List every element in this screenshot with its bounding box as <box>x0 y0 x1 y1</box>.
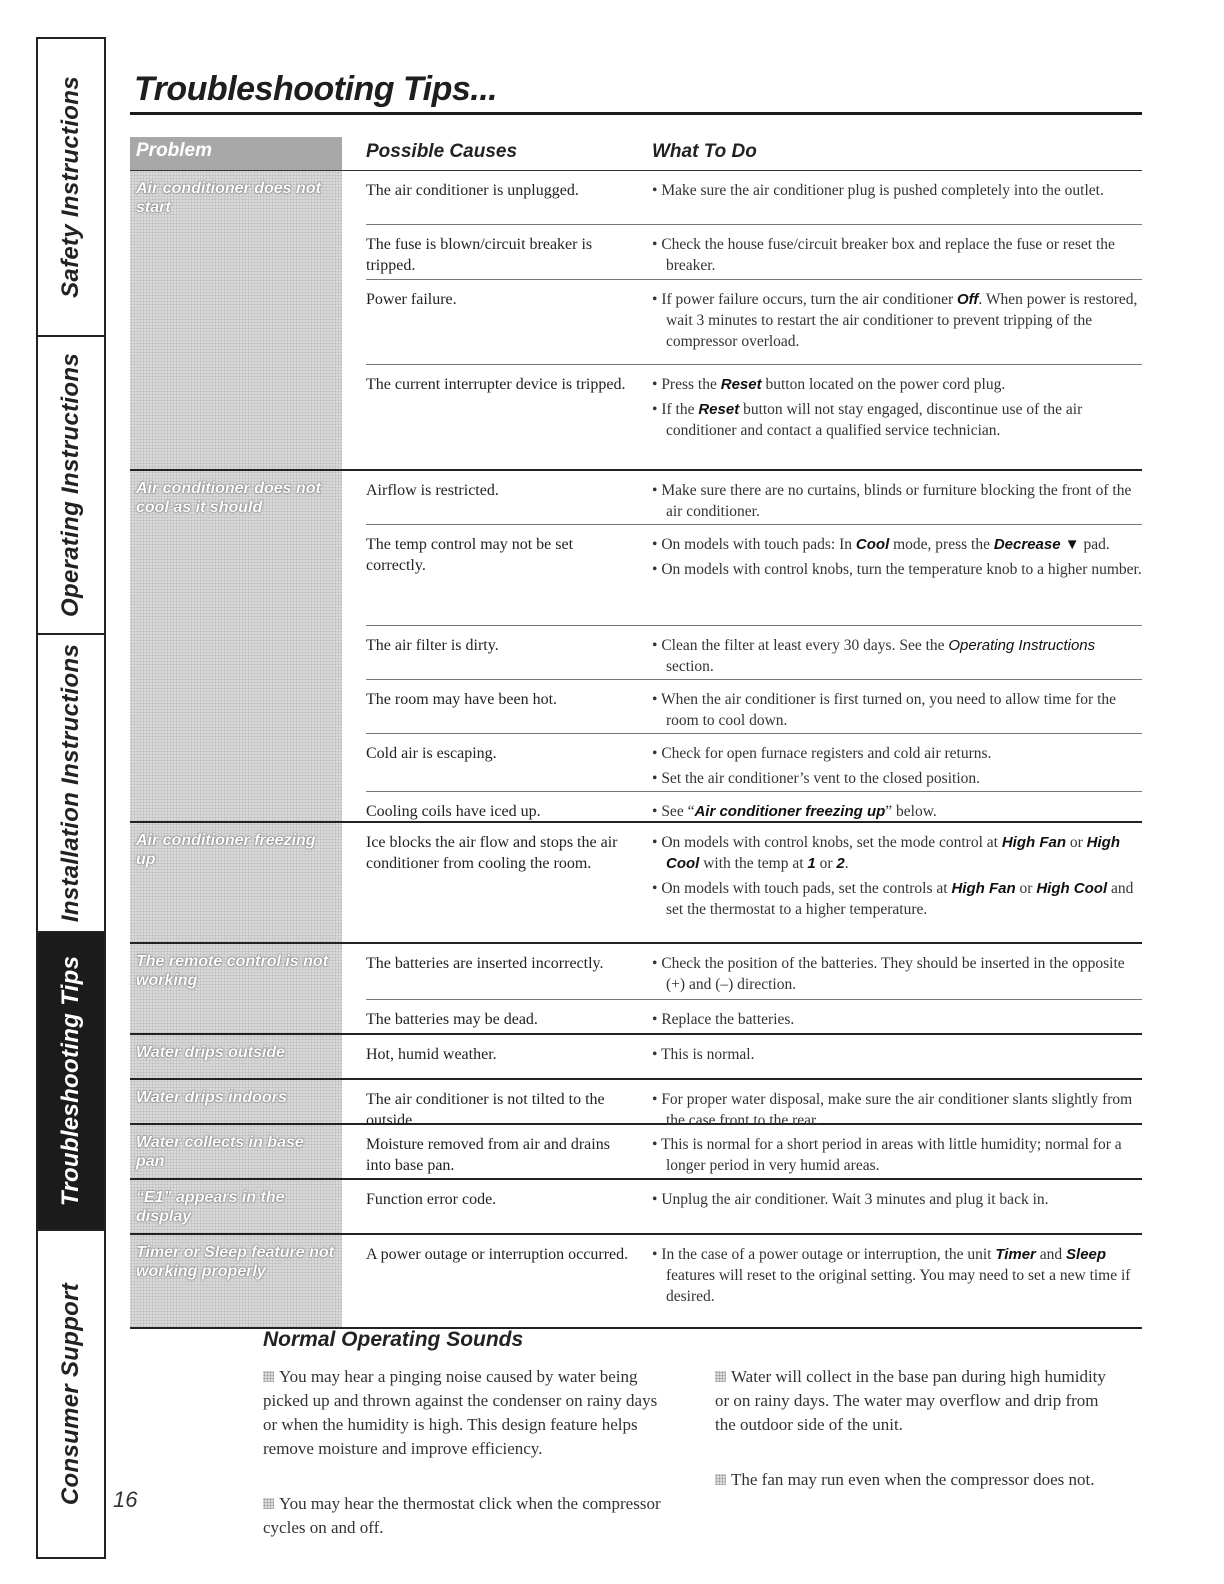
action-item: • For proper water disposal, make sure the air conditioner slants slightly from the case front to the rear. <box>652 1089 1142 1131</box>
bullet-icon <box>263 1498 274 1509</box>
action-item: • On models with touch pads, set the controls at High Fan or High Cool and set the thermostat to a higher temperature. <box>652 878 1142 920</box>
problem-group <box>130 1180 1142 1235</box>
possible-cause: Airflow is restricted. <box>366 482 499 499</box>
what-to-do <box>652 1009 1142 1034</box>
sound-item: The fan may run even when the compressor does not. <box>715 1468 1115 1492</box>
possible-cause: The batteries may be dead. <box>366 1011 538 1028</box>
action-item: • Make sure there are no curtains, blinds or furniture blocking the front of the air conditioner. <box>652 480 1142 522</box>
action-item: • Replace the batteries. <box>652 1009 1142 1030</box>
action-item: • This is normal. <box>652 1044 1142 1065</box>
table-row <box>366 171 1142 225</box>
what-to-do <box>652 534 1142 584</box>
what-to-do <box>652 743 1142 793</box>
possible-cause: Cold air is escaping. <box>366 745 497 762</box>
header-what-to-do: What To Do <box>652 141 757 162</box>
what-to-do <box>652 953 1142 999</box>
possible-cause: The batteries are inserted incorrectly. <box>366 955 604 972</box>
possible-cause: A power outage or interruption occurred. <box>366 1246 629 1263</box>
action-item: • This is normal for a short period in areas with little humidity; normal for a longer period in very humid areas. <box>652 1134 1142 1176</box>
action-item: • In the case of a power outage or interruption, the unit Timer and Sleep features will reset to the original setting. You may need to set a new time if desired. <box>652 1244 1142 1307</box>
what-to-do <box>652 689 1142 735</box>
action-item: • Check the position of the batteries. They should be inserted in the opposite (+) and (–) direction. <box>652 953 1142 995</box>
what-to-do <box>652 180 1142 205</box>
what-to-do <box>652 1134 1142 1180</box>
problem-cell <box>130 944 342 1033</box>
table-row <box>366 365 1142 469</box>
side-tab-label: Troubleshooting Tips <box>57 955 84 1207</box>
problem-cell <box>130 1035 342 1078</box>
possible-cause: Ice blocks the air flow and stops the air conditioner from cooling the room. <box>366 834 618 872</box>
possible-cause: The temp control may not be set correctly. <box>366 536 574 574</box>
side-tab-label: Safety Instructions <box>57 76 84 298</box>
problem-cell <box>130 1125 342 1178</box>
possible-cause: The room may have been hot. <box>366 691 558 708</box>
sound-item: Water will collect in the base pan during high humidity or on rainy days. The water may overflow and drip from the outdoor side of the unit. <box>715 1367 1106 1434</box>
table-row <box>366 734 1142 792</box>
page-number: 16 <box>113 1487 138 1512</box>
problem-cell <box>130 1180 342 1233</box>
table-row <box>366 680 1142 734</box>
table-row <box>366 471 1142 525</box>
possible-cause: The current interrupter device is tripped. <box>366 376 626 393</box>
what-to-do <box>652 1244 1142 1311</box>
side-tab-label: Operating Instructions <box>57 353 84 617</box>
sound-item: You may hear the thermostat click when the compressor cycles on and off. <box>263 1494 661 1537</box>
possible-cause: Hot, humid weather. <box>366 1046 497 1063</box>
action-item: • See “Air conditioner freezing up” below. <box>652 801 1142 822</box>
bullet-icon <box>715 1474 726 1485</box>
table-row <box>366 225 1142 280</box>
problem-group <box>130 1235 1142 1329</box>
title-rule <box>130 112 1142 115</box>
problem-cell <box>130 171 342 469</box>
side-tab-operating-instructions[interactable] <box>38 337 104 635</box>
sound-item: You may hear a pinging noise caused by water being picked up and thrown against the condenser on rainy days or when the humidity is high. This design feature helps remove moisture and improve efficiency. <box>263 1367 658 1458</box>
problem-label: Water drips indoors <box>136 1089 287 1106</box>
side-tab-label: Installation Instructions <box>57 643 84 923</box>
table-row <box>366 1125 1142 1178</box>
problem-groups <box>130 171 1142 1329</box>
problem-group <box>130 823 1142 944</box>
problem-group <box>130 1125 1142 1180</box>
problem-cell <box>130 471 342 821</box>
action-item: • When the air conditioner is first turned on, you need to allow time for the room to cool down. <box>652 689 1142 731</box>
problem-label: Water drips outside <box>136 1044 286 1061</box>
side-tabs <box>36 37 106 1559</box>
what-to-do <box>652 374 1142 445</box>
table-row <box>366 1035 1142 1078</box>
problem-label: Air conditioner does not start <box>136 180 321 216</box>
action-item: • Clean the filter at least every 30 days. See the Operating Instructions section. <box>652 635 1142 677</box>
table-row <box>366 1000 1142 1033</box>
what-to-do <box>652 635 1142 681</box>
possible-cause: The air conditioner is unplugged. <box>366 182 579 199</box>
table-row <box>366 1180 1142 1233</box>
action-item: • If power failure occurs, turn the air conditioner Off. When power is restored, wait 3 minutes to restart the air conditioner to prevent tripping of the compressor overload. <box>652 289 1142 352</box>
action-item: • Unplug the air conditioner. Wait 3 minutes and plug it back in. <box>652 1189 1142 1210</box>
what-to-do <box>652 480 1142 526</box>
problem-group <box>130 944 1142 1035</box>
side-tab-troubleshooting-tips[interactable] <box>38 933 104 1231</box>
problem-cell <box>130 1080 342 1123</box>
problem-label: Timer or Sleep feature not working properly <box>136 1244 334 1280</box>
sounds-title: Normal Operating Sounds <box>263 1328 524 1351</box>
problem-group <box>130 171 1142 471</box>
side-tab-label: Consumer Support <box>57 1282 84 1506</box>
action-item: • Set the air conditioner’s vent to the closed position. <box>652 768 1142 789</box>
possible-cause: Cooling coils have iced up. <box>366 803 541 820</box>
side-tab-safety-instructions[interactable] <box>38 39 104 337</box>
problem-group <box>130 1080 1142 1129</box>
bullet-icon <box>263 1371 274 1382</box>
problem-label: Water collects in base pan <box>136 1134 304 1170</box>
possible-cause: Moisture removed from air and drains into base pan. <box>366 1136 610 1174</box>
problem-group <box>130 471 1142 823</box>
problem-label: Air conditioner freezing up <box>136 832 316 868</box>
problem-label: The remote control is not working <box>136 953 329 989</box>
action-item: • Check for open furnace registers and cold air returns. <box>652 743 1142 764</box>
action-item: • Press the Reset button located on the power cord plug. <box>652 374 1142 395</box>
action-item: • If the Reset button will not stay engaged, discontinue use of the air conditioner and contact a qualified service technician. <box>652 399 1142 441</box>
action-item: • Make sure the air conditioner plug is pushed completely into the outlet. <box>652 180 1142 201</box>
what-to-do <box>652 234 1142 280</box>
possible-cause: Function error code. <box>366 1191 497 1208</box>
table-header <box>130 137 1142 171</box>
possible-cause: The air filter is dirty. <box>366 637 499 654</box>
bullet-icon <box>715 1371 726 1382</box>
problem-label: “E1” appears in the display <box>136 1189 285 1225</box>
troubleshooting-table <box>130 137 1142 1329</box>
problem-cell <box>130 1235 342 1327</box>
what-to-do <box>652 1044 1142 1069</box>
table-row <box>366 1235 1142 1327</box>
action-item: • On models with control knobs, turn the temperature knob to a higher number. <box>652 559 1142 580</box>
table-row <box>366 525 1142 626</box>
table-row <box>366 280 1142 365</box>
side-tab-installation-instructions[interactable] <box>38 635 104 933</box>
what-to-do <box>652 1189 1142 1214</box>
problem-group <box>130 1035 1142 1080</box>
side-tab-consumer-support[interactable] <box>38 1231 104 1557</box>
table-row <box>366 823 1142 942</box>
table-row <box>366 626 1142 680</box>
action-item: • On models with control knobs, set the mode control at High Fan or High Cool with the temp at 1 or 2. <box>652 832 1142 874</box>
header-problem: Problem <box>130 137 342 170</box>
table-row <box>366 792 1142 821</box>
possible-cause: Power failure. <box>366 291 457 308</box>
action-item: • On models with touch pads: In Cool mode, press the Decrease ▼ pad. <box>652 534 1142 555</box>
problem-label: Air conditioner does not cool as it should <box>136 480 321 516</box>
header-possible-causes: Possible Causes <box>366 141 518 162</box>
what-to-do <box>652 289 1142 356</box>
action-item: • Check the house fuse/circuit breaker box and replace the fuse or reset the breaker. <box>652 234 1142 276</box>
table-row <box>366 944 1142 1000</box>
problem-cell <box>130 823 342 942</box>
page-title: Troubleshooting Tips... <box>134 70 498 108</box>
what-to-do <box>652 832 1142 924</box>
possible-cause: The fuse is blown/circuit breaker is tripped. <box>366 236 593 274</box>
possible-cause: The air conditioner is not tilted to the outside. <box>366 1091 605 1129</box>
table-row <box>366 1080 1142 1129</box>
